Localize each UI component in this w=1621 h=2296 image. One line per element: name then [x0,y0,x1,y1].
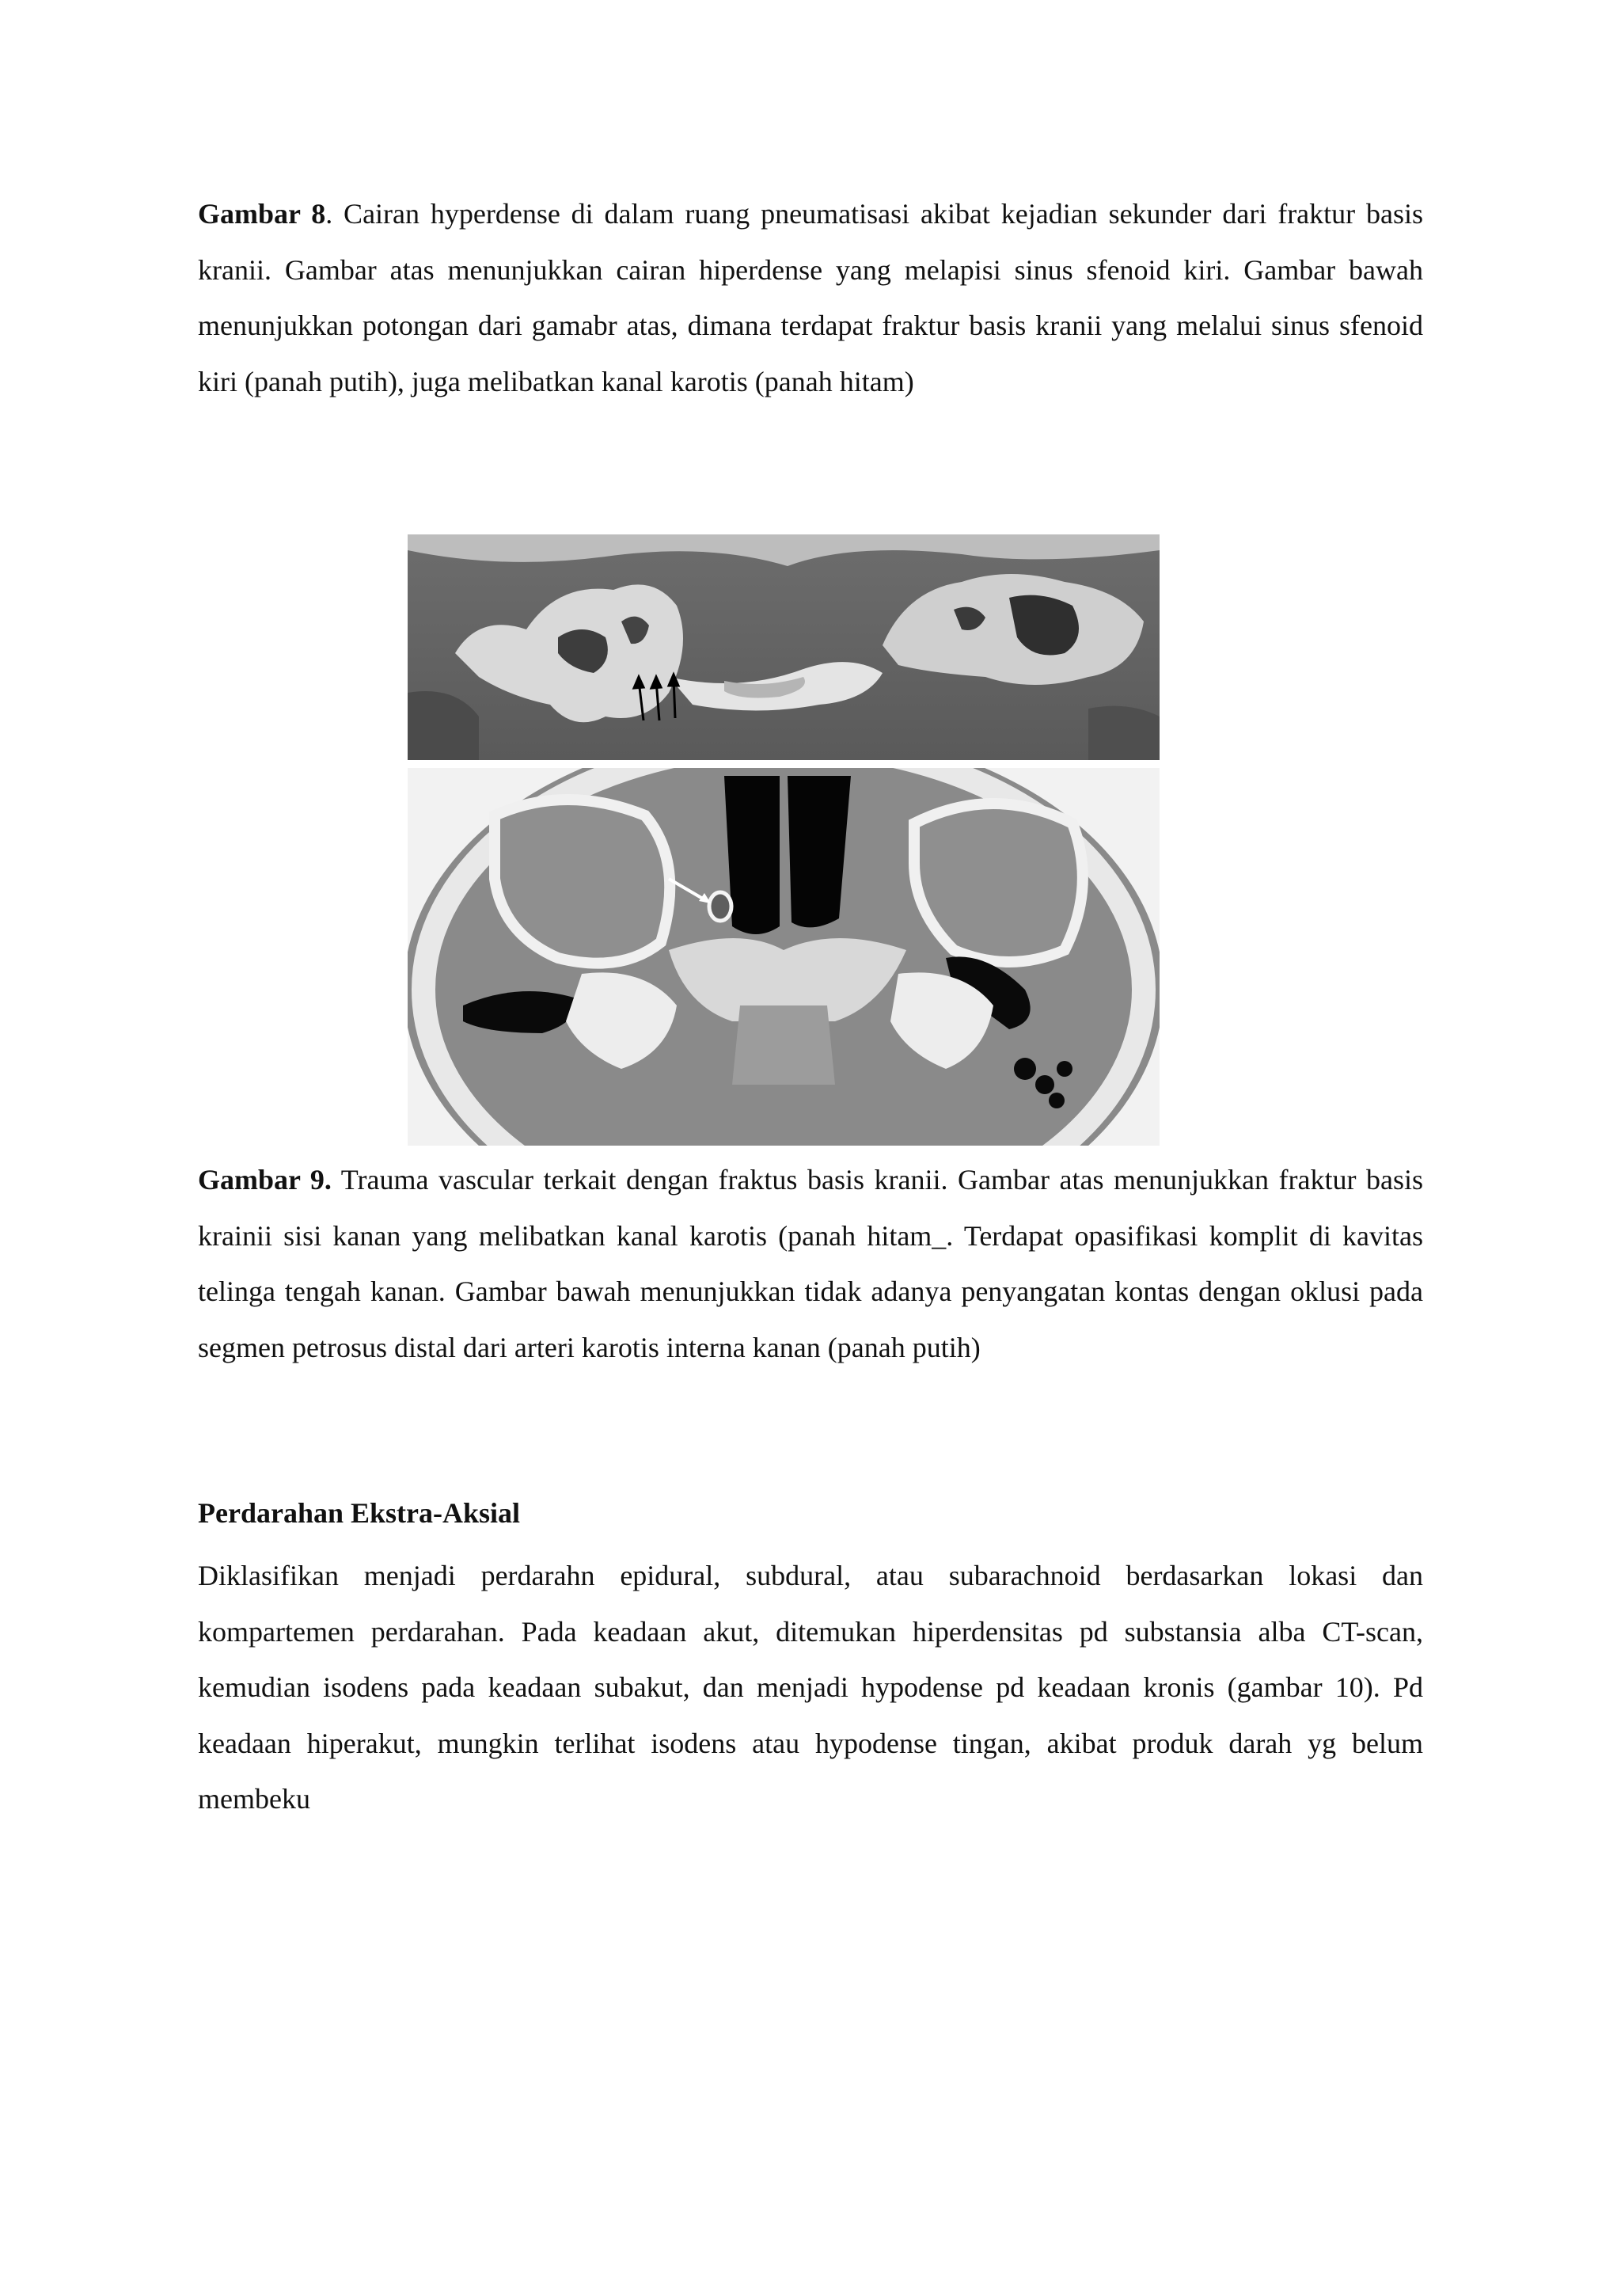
section-body-text: Diklasifikan menjadi perdarahn epidural, subdural, atau subarachnoid berdasarkan lokasi dan kompartemen perdarahan. Pada keadaan akut, ditemukan hiperdensitas pd substansia alba CT-scan, kemudian isodens pada keadaan subakut, dan menjadi hypodense pd keadaan kronis (gambar 10). Pd keadaan hiperakut, mungkin terlihat isodens atau hypodense tingan, akibat produk darah yg belum membeku [198,1560,1423,1815]
coronal-ct-drawing [408,534,1160,760]
coronal-ct-image [408,534,1160,760]
section-heading: Perdarahan Ekstra-Aksial [198,1497,521,1529]
figure-8-caption-text: . Cairan hyperdense di dalam ruang pneumatisasi akibat kejadian sekunder dari fraktur basis kranii. Gambar atas menunjukkan cairan hiperdense yang melapisi sinus sfenoid kiri. Gambar bawah menunjukkan potongan dari gamabr atas, dimana terdapat fraktur basis kranii yang melalui sinus sfenoid kiri (panah putih), juga melibatkan kanal karotis (panah hitam) [198,198,1423,397]
figure-9-caption [198,1152,1423,1375]
figure-ct-scans [408,534,1160,1146]
axial-ct-drawing [408,768,1160,1146]
figure-9-label: Gambar 9. [198,1164,332,1196]
figure-8-caption [198,186,1423,409]
axial-ct-image [408,768,1160,1146]
figure-8-label: Gambar 8 [198,198,326,230]
figure-9-caption-text: Trauma vascular terkait dengan fraktus basis kranii. Gambar atas menunjukkan fraktur basis krainii sisi kanan yang melibatkan kanal karotis (panah hitam_. Terdapat opasifikasi komplit di kavitas telinga tengah kanan. Gambar bawah menunjukkan tidak adanya penyangatan kontas dengan oklusi pada segmen petrosus distal dari arteri karotis interna kanan (panah putih) [198,1164,1424,1363]
